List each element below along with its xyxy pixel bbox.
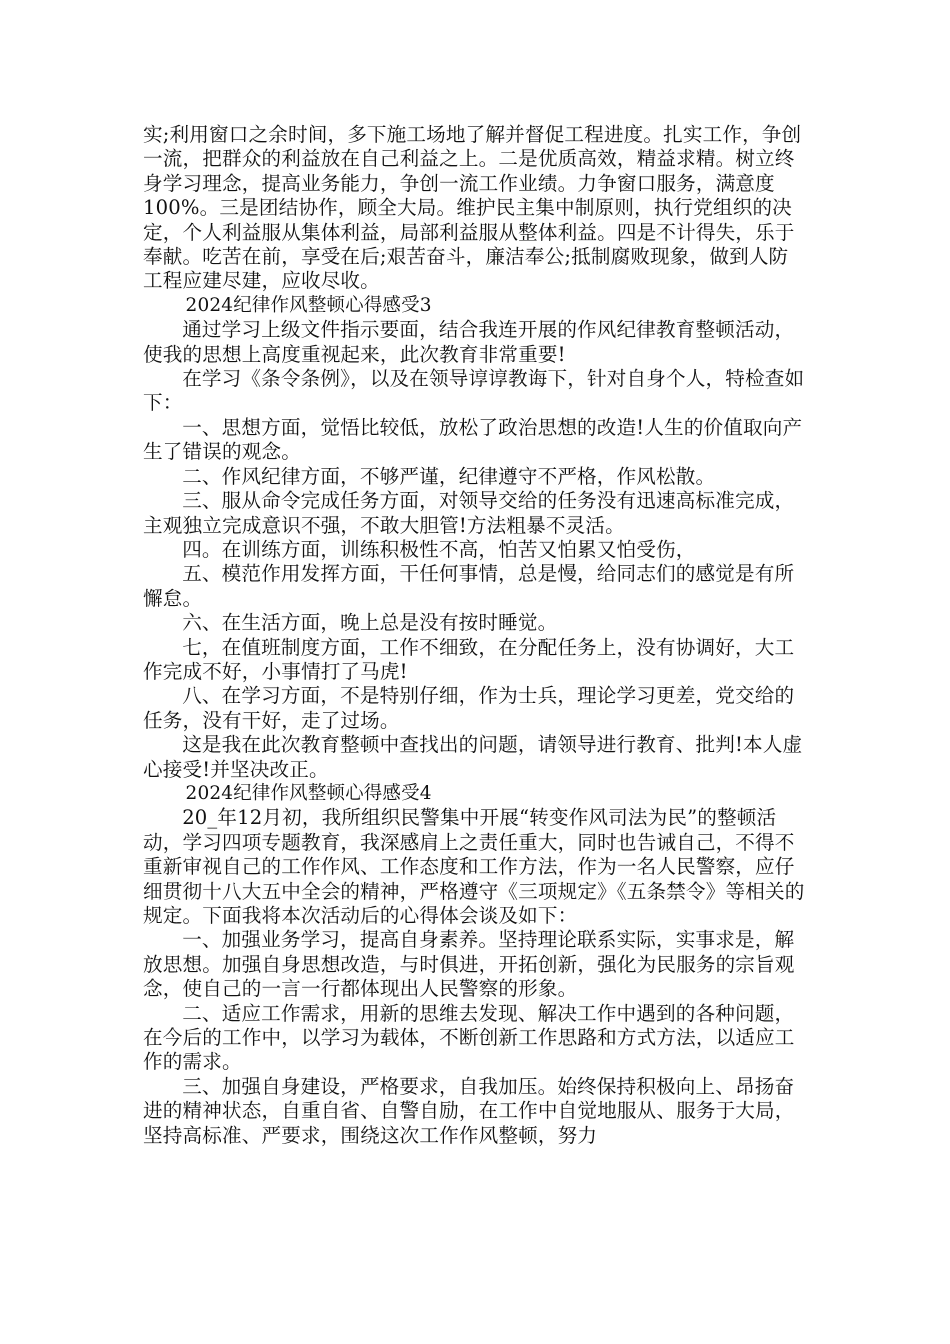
paragraph: 六、在生活方面，晚上总是没有按时睡觉。 xyxy=(182,611,558,635)
document-page xyxy=(143,123,808,1148)
paragraph: 四。在训练方面，训练积极性不高，怕苦又怕累又怕受伤， xyxy=(182,537,696,561)
paragraph: 一、思想方面，觉悟比较低，放松了政治思想的改造!人生的价值取向产生了错误的观念。 xyxy=(143,415,803,464)
paragraph-continuation: 实;利用窗口之余时间，多下施工场地了解并督促工程进度。扎实工作，争创一流，把群众的利益放在自己利益之上。二是优质高效，精益求精。树立终身学习理念，提高业务能力，争创一流工作业绩。力争窗口服务，满意度100%。三是团结协作，顾全大局。维护民主集中制原则，执行党组织的决定，个人利益服从集体利益，局部利益服从整体利益。四是不计得失，乐于奉献。吃苦在前，享受在后;艰苦奋斗，廉洁奉公;抵制腐败现象，做到人防工程应建尽建，应收尽收。 xyxy=(143,123,802,293)
paragraph: 这是我在此次教育整顿中查找出的问题，请领导进行教育、批判!本人虚心接受!并坚决改正。 xyxy=(143,733,803,781)
paragraph: 三、服从命令完成任务方面，对领导交给的任务没有迅速高标准完成，主观独立完成意识不强，不敢大胆管!方法粗暴不灵活。 xyxy=(143,489,795,537)
paragraph: 二、适应工作需求，用新的思维去发现、解决工作中遇到的各种问题，在今后的工作中，以学习为载体，不断创新工作思路和方式方法，以适应工作的需求。 xyxy=(143,1001,795,1074)
paragraph: 20_年12月初，我所组织民警集中开展“转变作风司法为民”的整顿活动，学习四项专题教育，我深感肩上之责任重大，同时也告诫自己，不得不重新审视自己的工作作风、工作态度和工作方法，作为一名人民警察，应仔细贯彻十八大五中全会的精神，严格遵守《三项规定》《五条禁令》等相关的规定。下面我将本次活动后的心得体会谈及如下： xyxy=(143,806,805,927)
section-heading-3: 2024纪律作风整顿心得感受3 xyxy=(185,294,432,316)
paragraph: 一、加强业务学习，提高自身素养。坚持理论联系实际，实事求是，解放思想。加强自身思想改造，与时俱进，开拓创新，强化为民服务的宗旨观念，使自己的一言一行都体现出人民警察的形象。 xyxy=(143,928,795,1001)
section-heading-4: 2024纪律作风整顿心得感受4 xyxy=(185,782,432,804)
paragraph: 通过学习上级文件指示要面，结合我连开展的作风纪律教育整顿活动，使我的思想上高度重视起来，此次教育非常重要! xyxy=(143,318,795,366)
paragraph: 五、模范作用发挥方面，干任何事情，总是慢，给同志们的感觉是有所懈怠。 xyxy=(143,562,795,610)
paragraph: 三、加强自身建设，严格要求，自我加压。始终保持积极向上、昂扬奋进的精神状态，自重自省、自警自励，在工作中自觉地服从、服务于大局，坚持高标准、严要求，围绕这次工作作风整顿，努力 xyxy=(143,1074,795,1147)
paragraph: 七，在值班制度方面，工作不细致，在分配任务上，没有协调好，大工作完成不好，小事情打了马虎! xyxy=(143,635,795,683)
paragraph: 二、作风纪律方面，不够严谨，纪律遵守不严格，作风松散。 xyxy=(182,464,716,488)
paragraph: 在学习《条令条例》，以及在领导谆谆教诲下，针对自身个人，特检查如下： xyxy=(143,367,805,415)
paragraph: 八、在学习方面，不是特别仔细，作为士兵，理论学习更差，党交给的任务，没有干好，走了过场。 xyxy=(143,684,795,732)
